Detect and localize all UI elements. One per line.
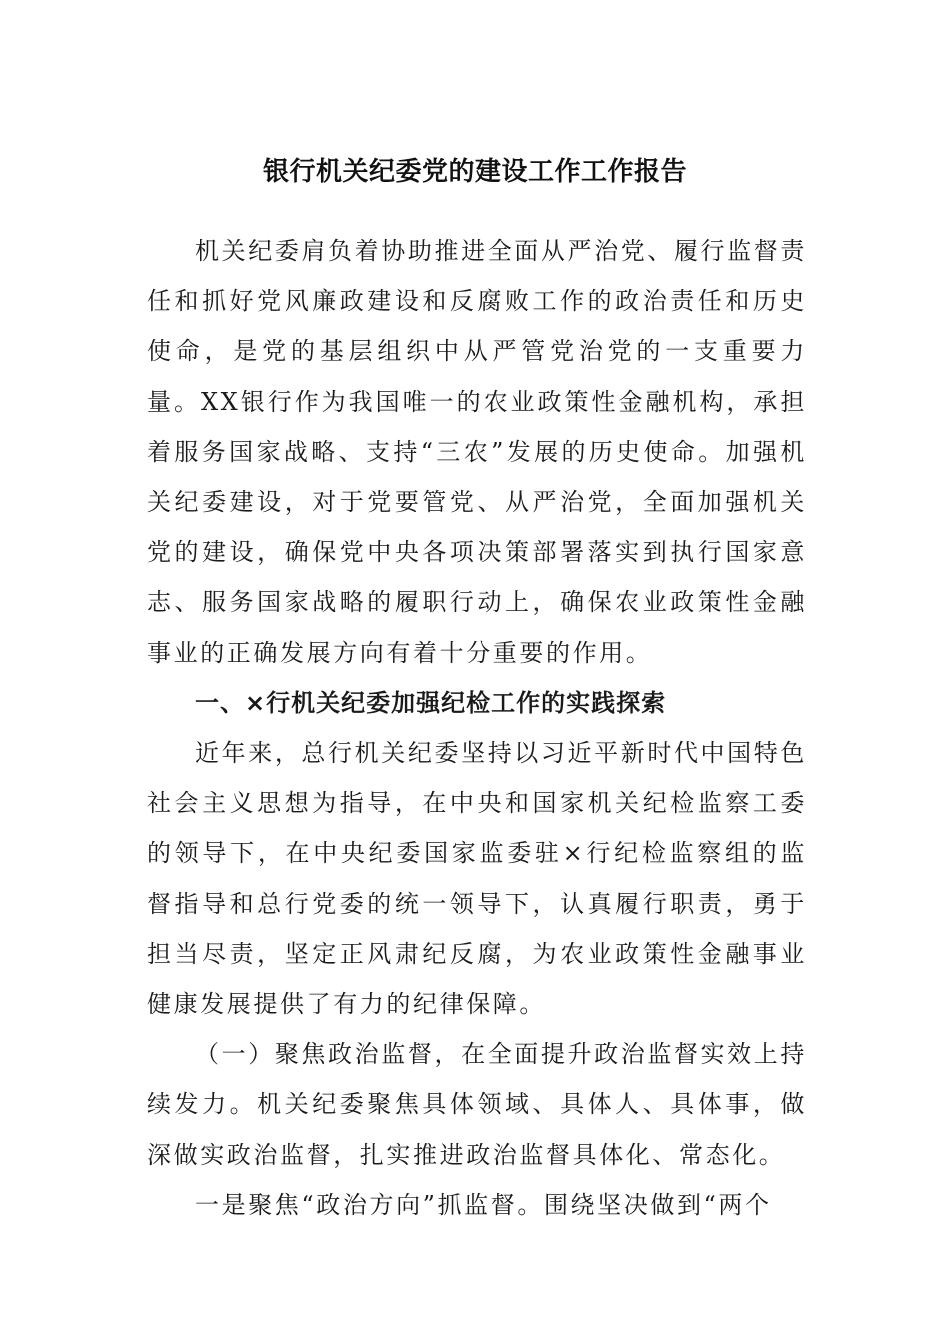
- document-title: 银行机关纪委党的建设工作工作报告: [262, 157, 687, 187]
- section-heading-1: 一、×行机关纪委加强纪检工作的实践探索: [195, 688, 667, 717]
- paragraph-practice: 近年来，总行机关纪委坚持以习近平新时代中国特色社会主义思想为指导，在中央和国家机关纪检监察工委的领导下，在中央纪委国家监委驻×行纪检监察组的监督指导和总行党委的统一领导下，认真履行职责，勇于担当尽责，坚定正风肃纪反腐，为农业政策性金融事业健康发展提供了有力的纪律保障。: [147, 739, 807, 1019]
- paragraph-subsection-1: （一）聚焦政治监督，在全面提升政治监督实效上持续发力。机关纪委聚焦具体领域、具体人、具体事，做深做实政治监督，扎实推进政治监督具体化、常态化。: [147, 1040, 807, 1169]
- paragraph-point-1: 一是聚焦“政治方向”抓监督。围绕坚决做到“两个: [195, 1190, 772, 1219]
- paragraph-intro: 机关纪委肩负着协助推进全面从严治党、履行监督责任和抓好党风廉政建设和反腐败工作的政治责任和历史使命，是党的基层组织中从严管党治党的一支重要力量。XX银行作为我国唯一的农业政策性金融机构，承担着服务国家战略、支持“三农”发展的历史使命。加强机关纪委建设，对于党要管党、从严治党，全面加强机关党的建设，确保党中央各项决策部署落实到执行国家意志、服务国家战略的履职行动上，确保农业政策性金融事业的正确发展方向有着十分重要的作用。: [147, 237, 807, 667]
- document-body: [147, 226, 807, 1230]
